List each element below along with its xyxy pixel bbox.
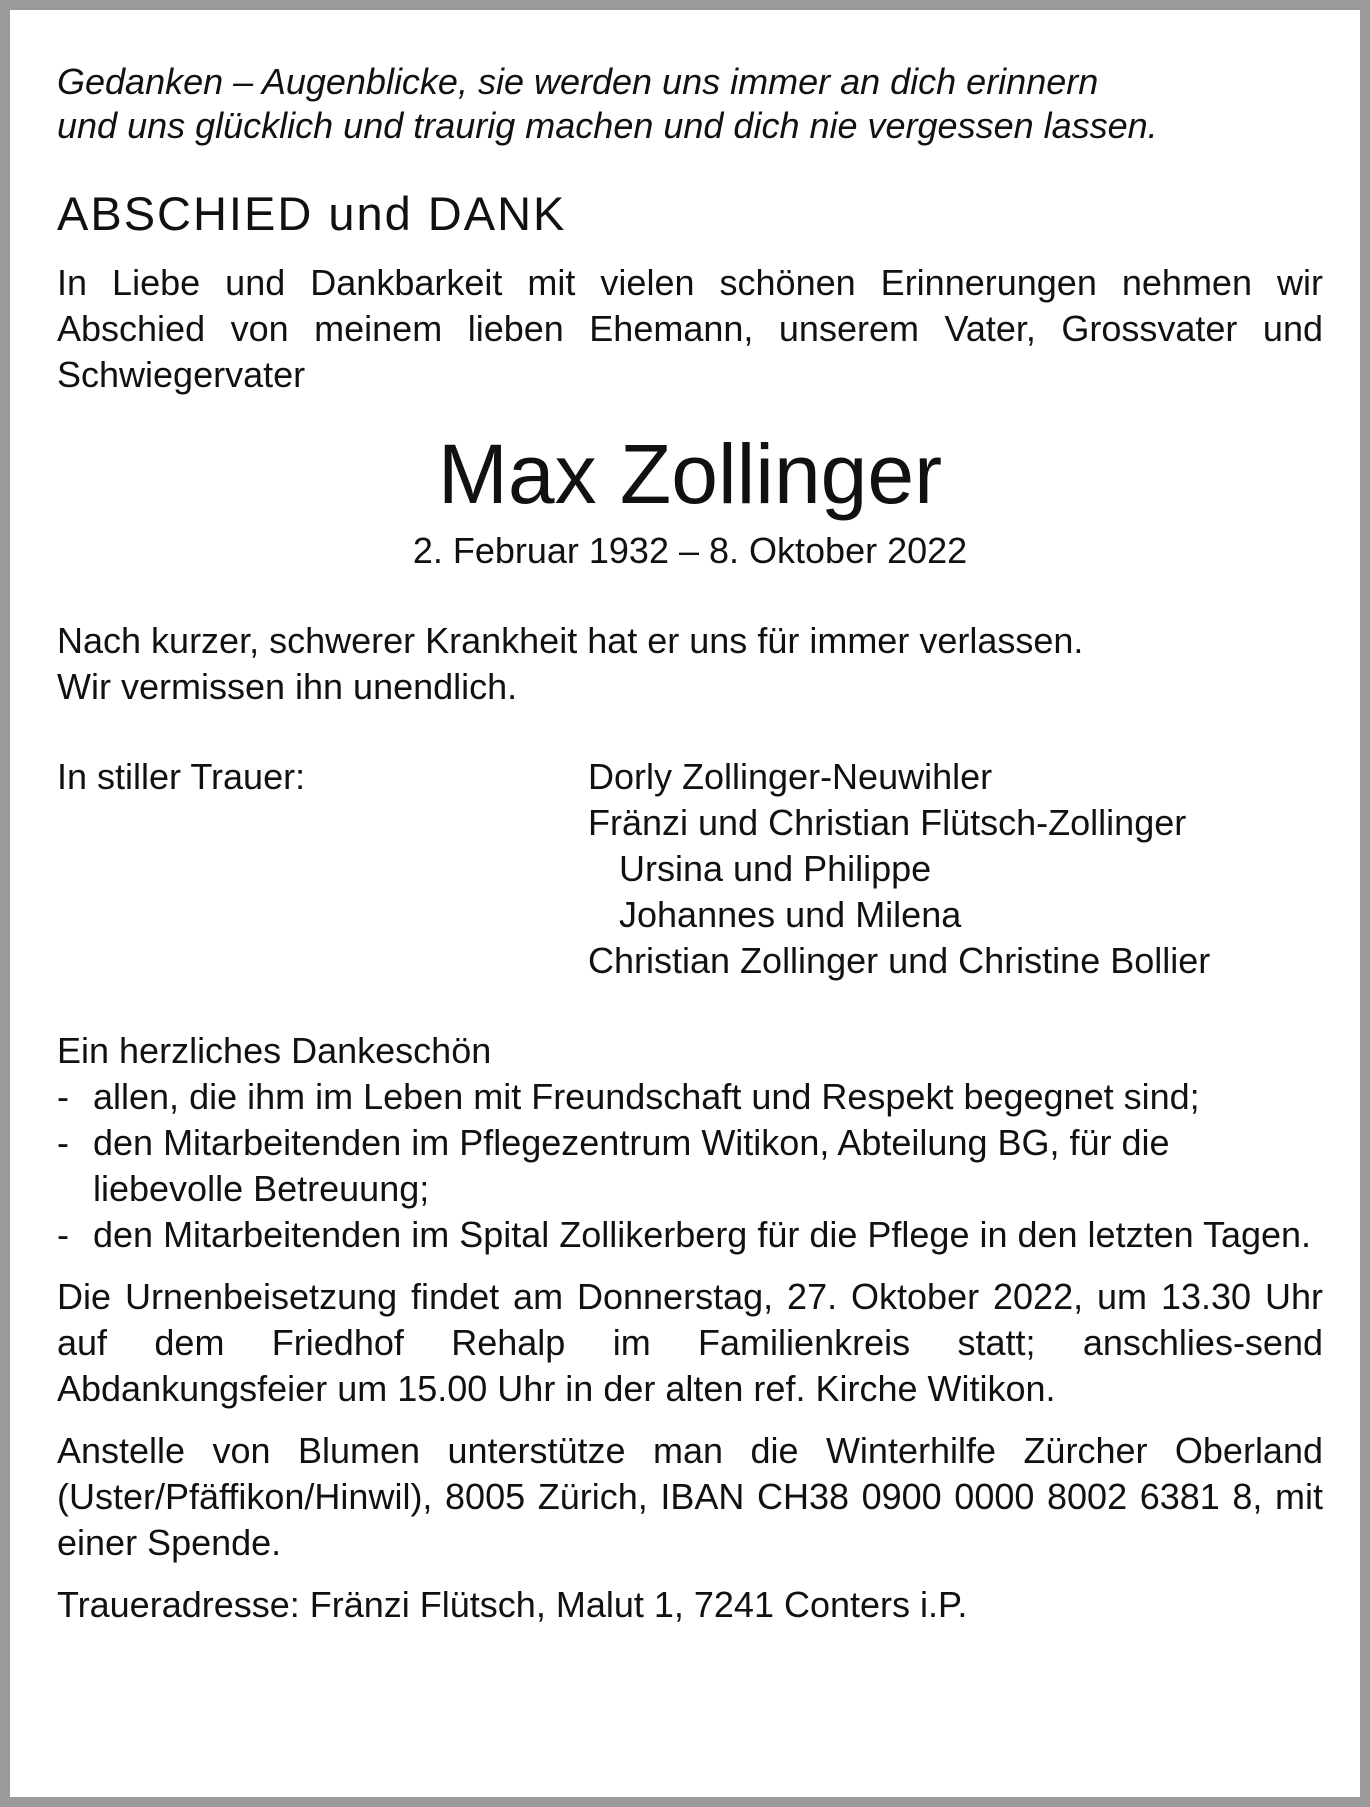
passing-note (57, 618, 1323, 710)
motto-line-1: Gedanken – Augenblicke, sie werden uns immer an dich erinnern (57, 61, 1099, 102)
mourner-name: Ursina und Philippe (619, 848, 932, 889)
thanks-item-text: allen, die ihm im Leben mit Freundschaft und Respekt begegnet sind; (93, 1076, 1200, 1117)
mourning-address: Traueradresse: Fränzi Flütsch, Malut 1, 7241 Conters i.P. (57, 1584, 968, 1625)
intro-text: In Liebe und Dankbarkeit mit vielen schönen Erinnerungen nehmen wir Abschied von meinem lieben Ehemann, unserem Vater, Grossvater und Schwiegervater (57, 262, 1323, 395)
thanks-title: Ein herzliches Dankeschön (57, 1030, 492, 1071)
bullet-dash: - (57, 1076, 69, 1117)
mourner-name: Christian Zollinger und Christine Bollier (588, 940, 1211, 981)
burial-info: Die Urnenbeisetzung findet am Donnerstag, 27. Oktober 2022, um 13.30 Uhr auf dem Friedhof Rehalp im Familienkreis statt; anschlies-send Abdankungsfeier um 15.00 Uhr in der alten ref. Kirche Witikon. (57, 1276, 1323, 1409)
thanks-item-text: den Mitarbeitenden im Pflegezentrum Witikon, Abteilung BG, für die liebevolle Betreuung; (93, 1122, 1170, 1209)
thanks-item-text: den Mitarbeitenden im Spital Zollikerberg für die Pflege in den letzten Tagen. (93, 1214, 1312, 1255)
mourners-label: In stiller Trauer: (57, 756, 306, 797)
mourners-list (588, 754, 1210, 984)
passing-note-line-1: Nach kurzer, schwerer Krankheit hat er uns für immer verlassen. (57, 620, 1084, 661)
mourners-section (57, 754, 1323, 984)
bullet-dash: - (57, 1214, 69, 1255)
notice-heading: ABSCHIED und DANK (57, 187, 567, 240)
donation-info: Anstelle von Blumen unterstütze man die Winterhilfe Zürcher Oberland (Uster/Pfäffikon/Hinwil), 8005 Zürich, IBAN CH38 0900 0000 8002 6381 8, mit einer Spende. (57, 1430, 1323, 1563)
life-dates: 2. Februar 1932 – 8. Oktober 2022 (412, 530, 968, 571)
notice-content (57, 60, 1323, 1628)
mourner-name: Fränzi und Christian Flütsch-Zollinger (588, 802, 1187, 843)
mourner-name: Johannes und Milena (619, 894, 962, 935)
motto-line-2: und uns glücklich und traurig machen und dich nie vergessen lassen. (57, 105, 1158, 146)
deceased-name: Max Zollinger (437, 427, 943, 521)
thanks-item (57, 1074, 1323, 1120)
thanks-section (57, 1028, 1323, 1258)
bullet-dash: - (57, 1122, 69, 1163)
motto-quote (57, 60, 1323, 148)
passing-note-line-2: Wir vermissen ihn unendlich. (57, 666, 518, 707)
obituary-notice (10, 10, 1360, 1797)
mourner-name: Dorly Zollinger-Neuwihler (588, 756, 993, 797)
thanks-item (57, 1120, 1323, 1212)
thanks-item (57, 1212, 1323, 1258)
thanks-list (57, 1074, 1323, 1258)
